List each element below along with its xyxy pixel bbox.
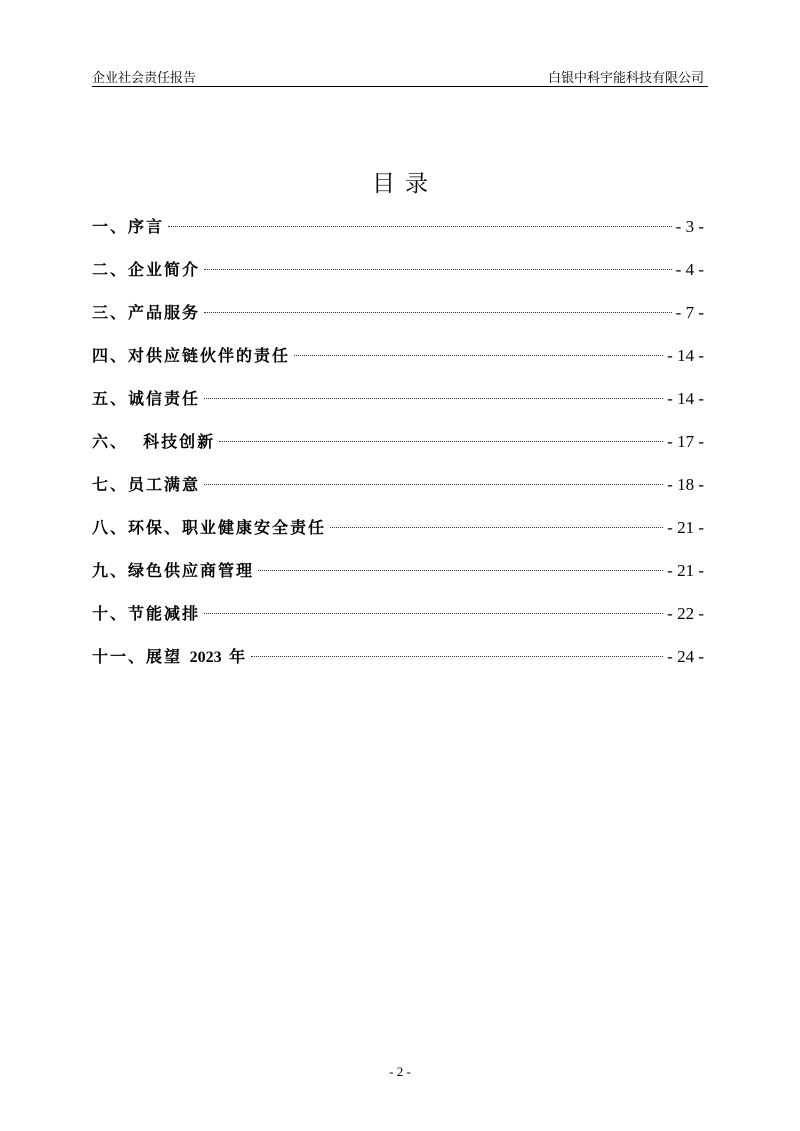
- toc-entry-page: - 24 -: [667, 647, 704, 666]
- toc-entry-label: 六、 科技创新: [92, 432, 216, 451]
- header-report-title: 企业社会责任报告: [92, 71, 197, 86]
- toc-entry-page: - 21 -: [667, 518, 704, 537]
- toc-entry[interactable]: [92, 334, 704, 377]
- toc-dot-leader: [204, 484, 663, 485]
- toc-entry[interactable]: [92, 377, 704, 420]
- toc-entry-page: - 14 -: [667, 346, 704, 365]
- toc-entry-page: - 21 -: [667, 561, 704, 580]
- header-company-name: 白银中科宇能科技有限公司: [547, 71, 704, 86]
- toc-entry-label-year: 2023: [189, 649, 222, 666]
- toc-entry-label: 二、企业简介: [92, 260, 201, 279]
- toc-dot-leader: [204, 269, 672, 270]
- toc-entry-label-suffix: 年: [221, 647, 248, 666]
- toc-dot-leader: [168, 226, 672, 227]
- toc-dot-leader: [219, 441, 663, 442]
- toc-entry-label: 五、诚信责任: [92, 389, 201, 408]
- toc-entry-label: [92, 635, 247, 679]
- toc-entry[interactable]: [92, 248, 704, 291]
- toc-entry-page: - 7 -: [675, 303, 704, 322]
- toc-entry-label-prefix: 十一、展望: [92, 647, 190, 666]
- toc-entry-label: 三、产品服务: [92, 303, 201, 322]
- toc-entry-label: 七、员工满意: [92, 475, 201, 494]
- toc-dot-leader: [204, 613, 663, 614]
- toc-dot-leader: [251, 656, 663, 657]
- toc-entry-page: - 17 -: [667, 432, 704, 451]
- toc-entry-label: 一、序言: [92, 217, 165, 236]
- toc-entry-page: - 22 -: [667, 604, 704, 623]
- toc-entry[interactable]: [92, 291, 704, 334]
- page-header: [92, 64, 708, 87]
- toc-entry[interactable]: [92, 635, 704, 678]
- toc-title: 目录: [372, 171, 438, 197]
- toc-dot-leader: [294, 355, 663, 356]
- toc-entry[interactable]: [92, 463, 704, 506]
- toc-entry[interactable]: [92, 205, 704, 248]
- toc-dot-leader: [204, 312, 672, 313]
- toc-entry-page: - 4 -: [675, 260, 704, 279]
- toc-entry-label: 八、环保、职业健康安全责任: [92, 518, 327, 537]
- toc-entry[interactable]: [92, 420, 704, 463]
- toc-dot-leader: [204, 398, 663, 399]
- toc-entry[interactable]: [92, 592, 704, 635]
- toc-entry-label: 九、绿色供应商管理: [92, 561, 255, 580]
- toc-entry[interactable]: [92, 549, 704, 592]
- toc-entry-label: 四、对供应链伙伴的责任: [92, 346, 291, 365]
- table-of-contents: [92, 205, 704, 678]
- toc-dot-leader: [330, 527, 663, 528]
- toc-entry[interactable]: [92, 506, 704, 549]
- toc-entry-page: - 3 -: [675, 217, 704, 236]
- toc-entry-page: - 18 -: [667, 475, 704, 494]
- toc-entry-page: - 14 -: [667, 389, 704, 408]
- page-number: - 2 -: [389, 1064, 411, 1079]
- toc-entry-label: 十、节能减排: [92, 604, 201, 623]
- toc-dot-leader: [258, 570, 663, 571]
